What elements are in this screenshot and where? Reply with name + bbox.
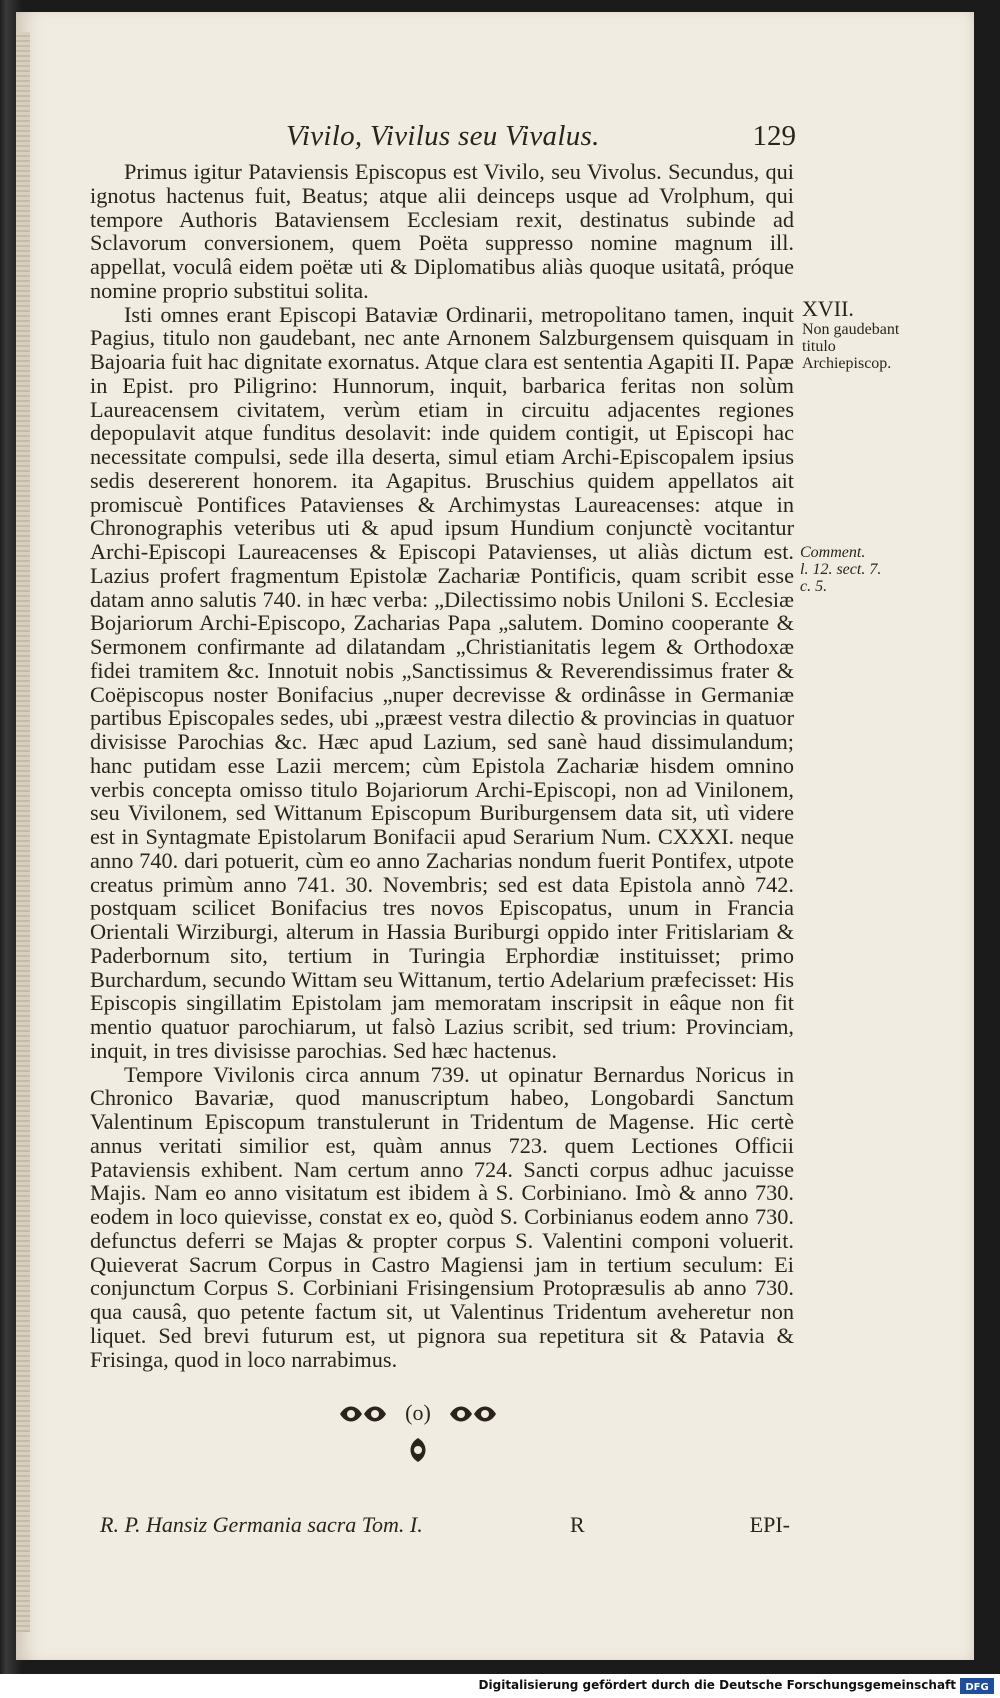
- body-text: [90, 160, 794, 1371]
- citation-line-1: Comment.: [800, 544, 866, 561]
- ornament-label: (o): [405, 1400, 431, 1425]
- book-page: [16, 12, 974, 1660]
- fleuron-icon: [338, 1402, 388, 1426]
- citation-line-3: c. 5.: [800, 578, 828, 595]
- citation-line-2: l. 12. sect. 7.: [800, 561, 882, 578]
- running-title: Vivilo, Vivilus seu Vivalus.: [286, 120, 600, 152]
- catchword: EPI-: [749, 1512, 790, 1537]
- credit-bar: [0, 1674, 1000, 1698]
- section-number: XVII.: [802, 296, 854, 321]
- page-number: 129: [752, 120, 796, 152]
- tailpiece-ornament: [338, 1400, 498, 1470]
- margin-note-section: [802, 297, 902, 372]
- page-footer: [100, 1512, 790, 1546]
- paragraph-1: Primus igitur Pataviensis Episcopus est Vivilo, seu Vivolus. Secundus, qui ignotus hactenus fuit, Beatus; atque alii deinceps usque ad Vrolphum, qui tempore Authoris Bataviensem Ecclesiam rexit, destinatus subinde ad Sclavorum conversionem, quem Poëta suppresso nomine magnum ill. appellat, voculâ eidem poëtæ uti & Diplomatibus aliàs quoque usitatâ, próque nomine proprio substitui solita.: [90, 159, 794, 303]
- margin-note-citation: [800, 544, 900, 595]
- fleuron-icon: [406, 1436, 430, 1464]
- dfg-logo-text: DFG: [965, 1682, 989, 1693]
- footer-citation: R. P. Hansiz Germania sacra Tom. I.: [100, 1512, 423, 1537]
- paragraph-2: Isti omnes erant Episcopi Bataviæ Ordinarii, metropolitano tamen, inquit Pagius, titulo non gaudebant, nec ante Arnonem Salzburgensem quisquam in Bajoaria fuit hac dignitate exornatus. Atque clara est sententia Agapiti II. Papæ in Epist. pro Piligrino: Hunnorum, inquit, barbarica feritas non solùm Laureacensem civitatem, verùm etiam in circuitu adjacentes regiones depopulavit atque funditus desolavit: inde quidem contigit, ut Episcopi hac necessitate compulsi, sede illa deserta, simul etiam Archi-Episcopalem ipsius sedis desererent honorem. ita Agapitus. Bruschius quidem appellatos ait promiscuè Pontifices Patavienses & Archimystas Laureacenses: atque in Chronographis veteribus uti & apud ipsum Hundium conjunctè vocitantur Archi-Episcopi Laureacenses & Episcopi Patavienses, ut aliàs dictum est. Lazius profert fragmentum Epistolæ Zachariæ Pontificis, quam scribit esse datam anno salutis 740. in hæc verba: „Dilectissimo nobis Uniloni S. Ecclesiæ Bojariorum Archi-Episcopo, Zacharias Papa „salutem. Domino cooperante & Sermonem confirmante ad dilatandam „Christianitatis legem & Orthodoxæ fidei tramitem &c. Innotuit nobis „Sanctissimus & Reverendissimus frater & Coëpiscopus noster Bonifacius „nuper decrevisse & ordinâsse in Germaniæ partibus Episcopales sedes, ubi „præest vestra dilectio & provincias in quatuor divisisse Parochias &c. Hæc apud Lazium, sed sanè haud dissimulandum; hanc putidam esse Lazii mercem; cùm Epistola Zachariæ hisdem omnino verbis concepta omisso titulo Bojariorum Archi-Episcopi, non ad Vinilonem, seu Vivilonem, sed Wittanum Episcopum Buriburgensem data sit, utì videre est in Syntagmate Epistolarum Bonifacii apud Serarium Num. CXXXI. neque anno 740. dari potuerit, cùm eo anno Zacharias nondum fuerit Pontifex, utpote creatus primùm anno 741. 30. Novembris; sed est data Epistola annò 742. postquam scilicet Bonifacius tres novos Episcopatus, unum in Francia Orientali Wirziburgi, alterum in Hassia Buriburgi oppido inter Fritislariam & Paderbornum sito, tertium in Turingia Erphordiæ instituisset; primo Burchardum, secundo Wittam seu Wittanum, tertio Adelarium præfecisset: His Episcopis singillatim Epistolam jam memoratam inscripsit in eâque non fit mentio quatuor parochiarum, ut falsò Lazius scribit, sed trium: Provinciam, inquit, in tres divisisse parochias. Sed hæc hactenus.: [90, 301, 794, 1063]
- section-note: Non gaudebant titulo Archiepiscop.: [802, 321, 900, 372]
- paragraph-3: Tempore Vivilonis circa annum 739. ut opinatur Bernardus Noricus in Chronico Bavariæ, quod manuscriptum habeo, Longobardi Sanctum Valentinum Episcopum transtulerunt in Tridentum de Magense. Hic certè annus veritati similior est, quàm annus 723. quem Lectiones Officii Pataviensis exhibent. Nam certum anno 724. Sancti corpus adhuc jacuisse Majis. Nam eo anno visitatum est ibidem à S. Corbiniano. Imò & anno 730. eodem in loco quievisse, constat ex eo, quòd S. Corbinianus eodem anno 730. defunctus deferri se Majas & propter corpus S. Valentini componi voluerit. Quieverat Sacrum Corpus in Castro Magiensi jam in tertium seculum: Ei conjunctum Corpus S. Corbiniani Frisingensium Protopræsulis ab anno 730. qua causâ, quo petente factum sit, ut Valentinus Tridentum aveheretur non liquet. Sed brevi futurum est, ut pignora sua repetitura sit & Patavia & Frisinga, quod in loco narrabimus.: [90, 1061, 794, 1372]
- fleuron-icon: [448, 1402, 498, 1426]
- signature-mark: R: [570, 1512, 585, 1537]
- page-edge-stack: [16, 32, 30, 1632]
- dfg-logo-icon: [960, 1678, 994, 1694]
- credit-text: Digitalisierung gefördert durch die Deutsche Forschungsgemeinschaft: [478, 1678, 956, 1692]
- running-header: [286, 120, 796, 160]
